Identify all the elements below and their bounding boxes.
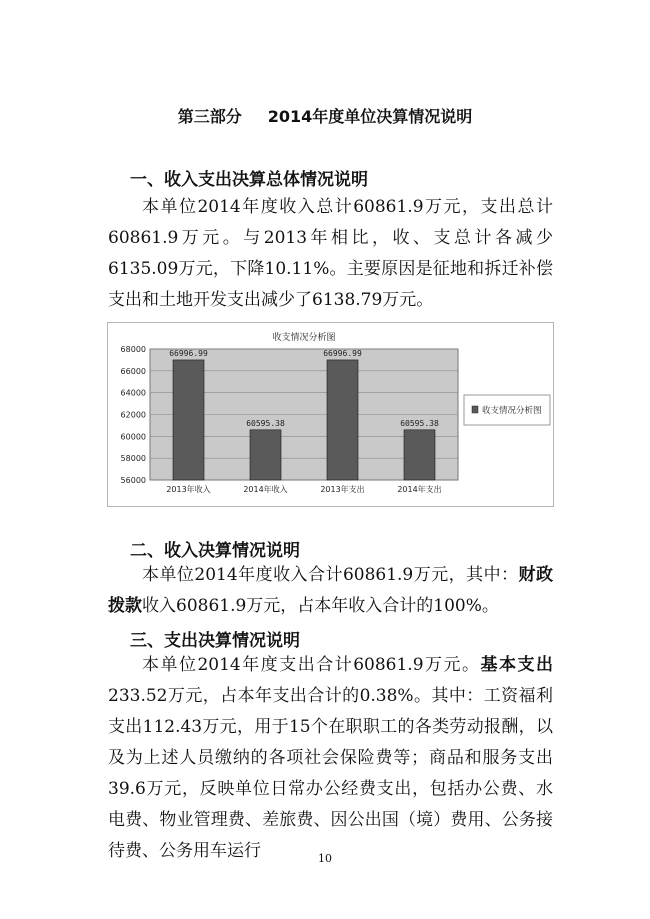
section-2-bold: 财政拨款 [108,565,553,616]
y-tick-label: 66000 [120,366,146,376]
x-tick-label: 2014年支出 [397,485,442,494]
page-number: 10 [318,852,332,865]
section-2-paragraph [108,560,553,622]
section-3-heading: 三、支出决算情况说明 [130,631,300,651]
chart-title: 收支情况分析图 [272,333,336,343]
chart-svg [108,323,553,506]
y-tick-label: 68000 [120,345,146,354]
y-tick-label: 62000 [120,410,146,420]
bar-value-label: 60595.38 [400,418,439,428]
section-1-heading: 一、收入支出决算总体情况说明 [130,170,368,190]
revenue-expenditure-chart [107,322,554,507]
section-3-text-b: 233.52万元，占本年支出合计的0.38%。其中：工资福利支出112.43万元，用于15个在职职工的各类劳动报酬，以及为上述人员缴纳的各项社会保险费等；商品和服务支出39.6万元，反映单位日常办公经费支出，包括办公费、水电费、物业管理费、差旅费、因公出国（境）费用、公务接待费、公务用车运行 [108,686,553,861]
bar [250,430,281,480]
legend-label: 收支情况分析图 [482,406,542,416]
y-tick-label: 58000 [120,454,146,464]
bar-value-label: 66996.99 [323,348,362,358]
section-2-body [108,560,553,622]
y-tick-label: 64000 [120,388,146,398]
bar-value-label: 60595.38 [246,418,285,428]
title-name: 2014年度单位决算情况说明 [267,107,473,126]
section-3-text-a: 本单位2014年度支出合计60861.9万元。 [142,655,481,675]
chart-legend [464,395,550,425]
section-3-paragraph [108,650,553,867]
section-3-body [108,650,553,867]
bar [327,360,358,480]
bar [173,360,204,480]
title-part: 第三部分 [177,107,242,126]
section-2-text-b: 收入60861.9万元，占本年收入合计的100%。 [142,596,499,616]
section-1-body [108,192,553,316]
section-3-bold: 基本支出 [480,655,554,675]
plot-area [121,345,458,494]
section-1-paragraph: 本单位2014年度收入总计60861.9万元，支出总计60861.9万元。与2013年相比，收、支总计各减少6135.09万元，下降10.11%。主要原因是征地和拆迁补偿支出和土地开发支出减少了6138.79万元。 [108,197,553,310]
bar [404,430,435,480]
x-tick-label: 2013年收入 [166,485,211,494]
x-tick-label: 2013年支出 [320,485,365,494]
x-tick-label: 2014年收入 [243,485,288,494]
y-tick-label: 56000 [120,476,146,485]
y-tick-label: 60000 [120,432,146,442]
legend-swatch [472,406,478,413]
page-title [0,104,650,127]
section-2-text-a: 本单位2014年度收入合计60861.9万元，其中： [142,565,519,585]
bar-value-label: 66996.99 [169,348,208,358]
section-2-heading: 二、收入决算情况说明 [130,541,300,561]
